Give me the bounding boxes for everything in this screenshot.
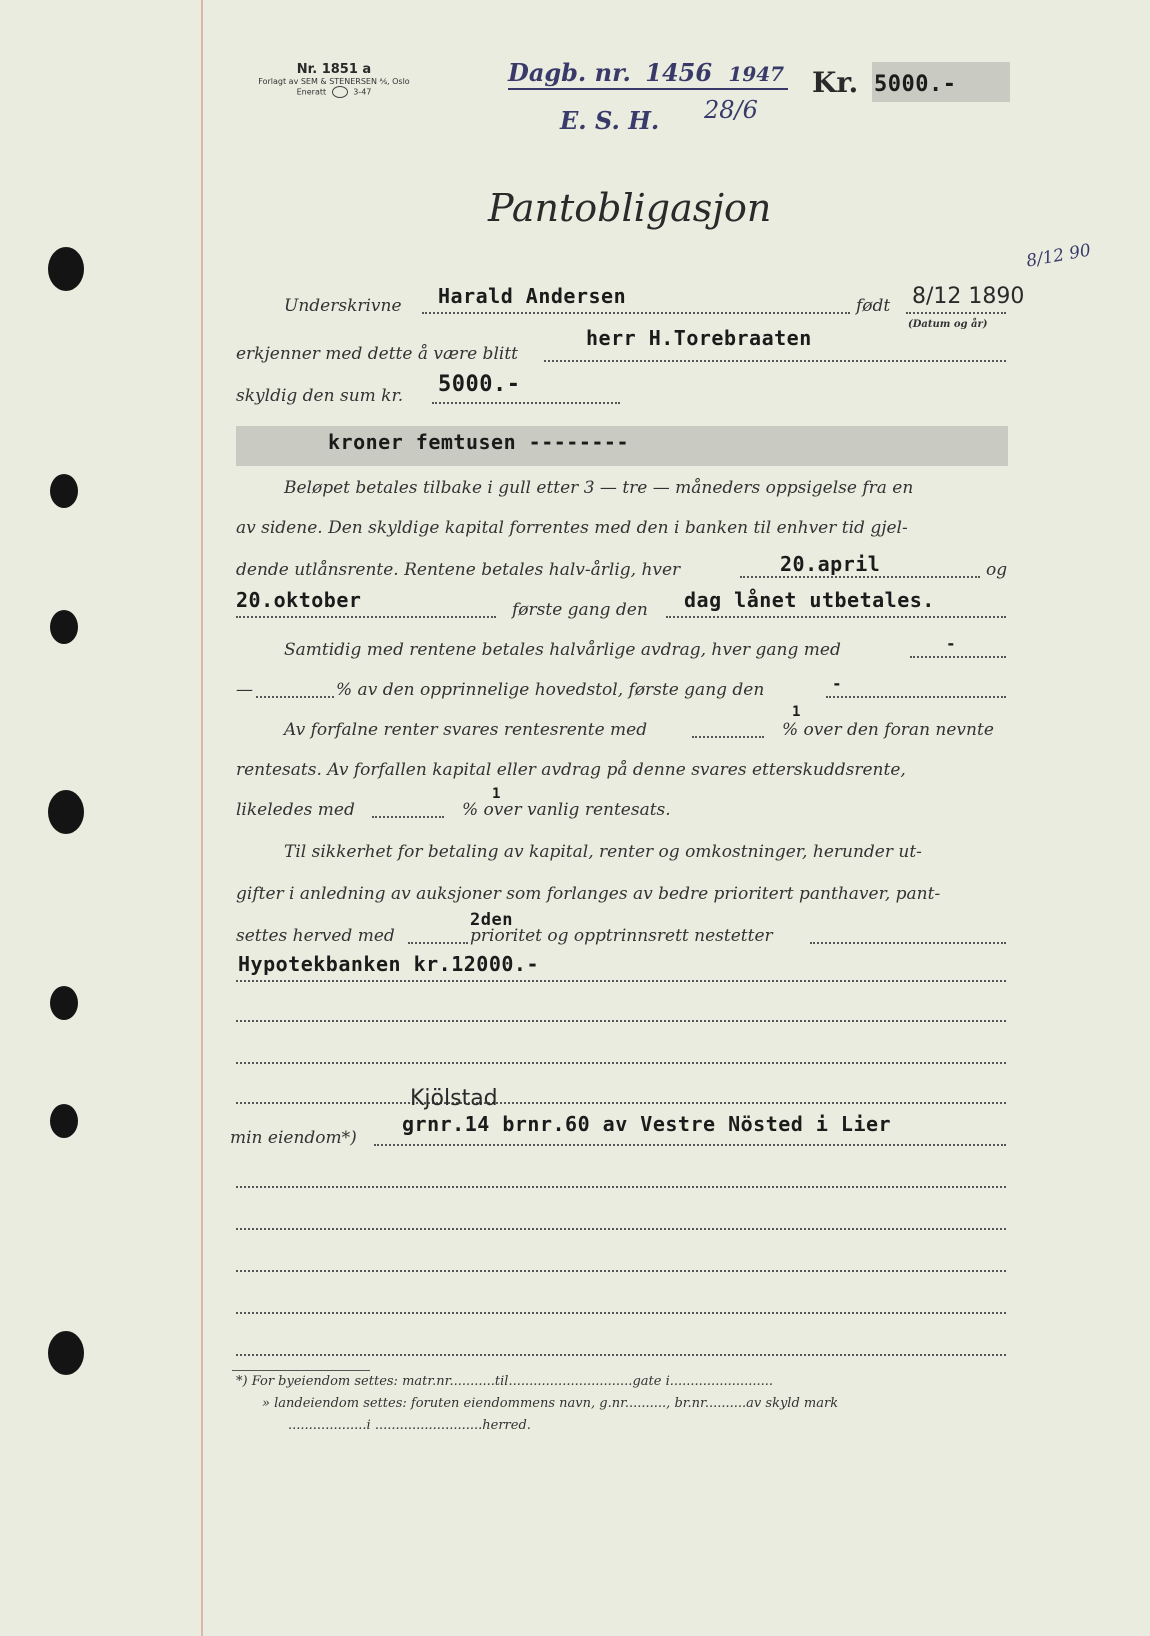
undersigned-value: Harald Andersen [438, 284, 627, 308]
para4-line3b: prioritet og opptrinnsrett nestetter [470, 926, 773, 946]
footnote-divider [232, 1370, 370, 1371]
footnote-line3 [288, 1418, 531, 1433]
para4-dots-end [810, 942, 1006, 944]
edition-line [234, 86, 434, 98]
punch-hole [50, 1104, 78, 1138]
blank-line [236, 1312, 1006, 1314]
para4-line2: gifter i anledning av auksjoner som forlanges av bedre prioritert panthaver, pant- [236, 884, 941, 904]
footnote-line1 [236, 1374, 773, 1389]
owe-dots [432, 402, 620, 404]
edition-date: 3-47 [353, 87, 372, 97]
blank-line [236, 1228, 1006, 1230]
publisher-line: Forlagt av SEM & STENERSEN ⅍, Oslo [258, 77, 410, 86]
footnote-line3-b: herred. [482, 1418, 531, 1433]
para1-line3a: dende utlånsrente. Rentene betales halv-årlig, hver [236, 560, 681, 580]
registrar-initials: E. S. H. [560, 106, 660, 135]
born-dots [906, 312, 1006, 314]
term2-dots [236, 616, 496, 618]
priority-value: 2den [470, 910, 513, 930]
para3-line3b: % over vanlig rentesats. [462, 800, 671, 820]
owe-label: skyldig den sum kr. [236, 386, 404, 406]
punch-hole [48, 1331, 84, 1375]
blank-line [236, 1270, 1006, 1272]
para2-dots1 [910, 656, 1006, 658]
para2-dots3 [826, 696, 1006, 698]
blank-line [236, 1186, 1006, 1188]
para4-line1: Til sikkerhet for betaling av kapital, renter og omkostninger, herunder ut- [284, 842, 922, 862]
para2-line1: Samtidig med rentene betales halvårlige avdrag, hver gang med [284, 640, 841, 660]
para2-dots2 [256, 696, 334, 698]
undersigned-dots [422, 312, 850, 314]
term2: 20.oktober [236, 588, 362, 612]
property-value: grnr.14 brnr.60 av Vestre Nösted i Lier [402, 1112, 892, 1136]
punch-hole [50, 474, 78, 508]
punch-hole [50, 610, 78, 644]
para3-dots2 [372, 816, 444, 818]
document-title: Pantobligasjon [488, 186, 772, 230]
dagbok-label: Dagb. nr. [508, 58, 631, 87]
para3-line1a: Av forfalne renter svares rentesrente med [284, 720, 648, 740]
prior-lien-dots [236, 980, 1006, 982]
footnote-line1-b: til [494, 1374, 509, 1389]
dagbok-underline [508, 88, 788, 90]
punch-hole [48, 247, 84, 291]
dagbok-entry [508, 58, 784, 87]
para3-fraction2: 1 [492, 786, 501, 802]
property-label: min eiendom*) [230, 1128, 357, 1148]
para3-line3a: likeledes med [236, 800, 355, 820]
para3-line1b: % over den foran nevnte [782, 720, 994, 740]
first-time-label: første gang den [512, 600, 648, 620]
margin-note: 8/12 90 [1024, 240, 1093, 272]
creditor-value: herr H.Torebraaten [586, 326, 812, 350]
owe-value: 5000.- [438, 372, 521, 397]
footnote-line3-a: i [366, 1418, 371, 1433]
para2-line2b: % av den opprinnelige hovedstol, første gang den [336, 680, 765, 700]
margin-line [201, 0, 203, 1636]
date-note: 28/6 [704, 96, 758, 124]
blank-line [236, 1354, 1006, 1356]
priority-dots [408, 942, 468, 944]
header-amount: 5000.- [874, 72, 957, 97]
term1: 20.april [780, 552, 881, 576]
property-name-dots [236, 1102, 1006, 1104]
edition-stamp-icon [332, 86, 348, 98]
prior-lien: Hypotekbanken kr.12000.- [238, 952, 539, 976]
para1-line2: av sidene. Den skyldige kapital forrentes med den i banken til enhver tid gjel- [236, 518, 908, 538]
term1-dots [740, 576, 980, 578]
footnote-dots: .............................. [508, 1374, 633, 1389]
footnote-line1-a: *) For byeiendom settes: matr.nr. [236, 1374, 454, 1389]
para2-line2a: — [236, 680, 253, 700]
dagbok-number: 1456 [645, 58, 713, 87]
property-name: Kjölstad [410, 1086, 498, 1111]
para3-dots1 [692, 736, 764, 738]
property-dots [374, 1144, 1006, 1146]
first-time-value: dag lånet utbetales. [684, 588, 935, 612]
footnote-dots: ................... [288, 1418, 367, 1433]
para1-line1: Beløpet betales tilbake i gull etter 3 — tre — måneders oppsigelse fra en [284, 478, 914, 498]
form-number: Nr. 1851 a [296, 62, 372, 77]
footnote-line1-c: gate i [632, 1374, 670, 1389]
footnote-dots: ......................... [669, 1374, 774, 1389]
punch-hole [50, 986, 78, 1020]
para3-line2: rentesats. Av forfallen kapital eller avdrag på denne svares etterskuddsrente, [236, 760, 906, 780]
acknowledge-label: erkjenner med dette å være blitt [236, 344, 518, 364]
punch-hole [48, 790, 84, 834]
form-header [234, 62, 434, 98]
para2-dash1: - [946, 634, 957, 653]
blank-line [236, 1062, 1006, 1064]
footnote-dots: .......................... [370, 1418, 483, 1433]
first-time-dots [666, 616, 1006, 618]
born-label: født [856, 296, 891, 316]
creditor-dots [544, 360, 1006, 362]
para3-fraction1: 1 [792, 704, 801, 720]
para1-line3b: og [986, 560, 1008, 580]
para4-line3a: settes herved med [236, 926, 395, 946]
blank-line [236, 1020, 1006, 1022]
born-value: 8/12 1890 [912, 284, 1025, 309]
footnote-dots: .......... [453, 1374, 495, 1389]
kr-label: Kr. [812, 66, 859, 99]
footnote-line2: » landeiendom settes: foruten eiendommens navn, g.nr.........., br.nr..........av skyld mark [262, 1396, 839, 1411]
dagbok-year: 1947 [728, 62, 785, 86]
amount-words: kroner femtusen -------- [328, 430, 629, 454]
undersigned-label: Underskrivne [284, 296, 402, 316]
para2-dash2: - [832, 674, 843, 693]
edition-label: Eneratt [296, 87, 327, 97]
born-hint: (Datum og år) [908, 319, 988, 330]
